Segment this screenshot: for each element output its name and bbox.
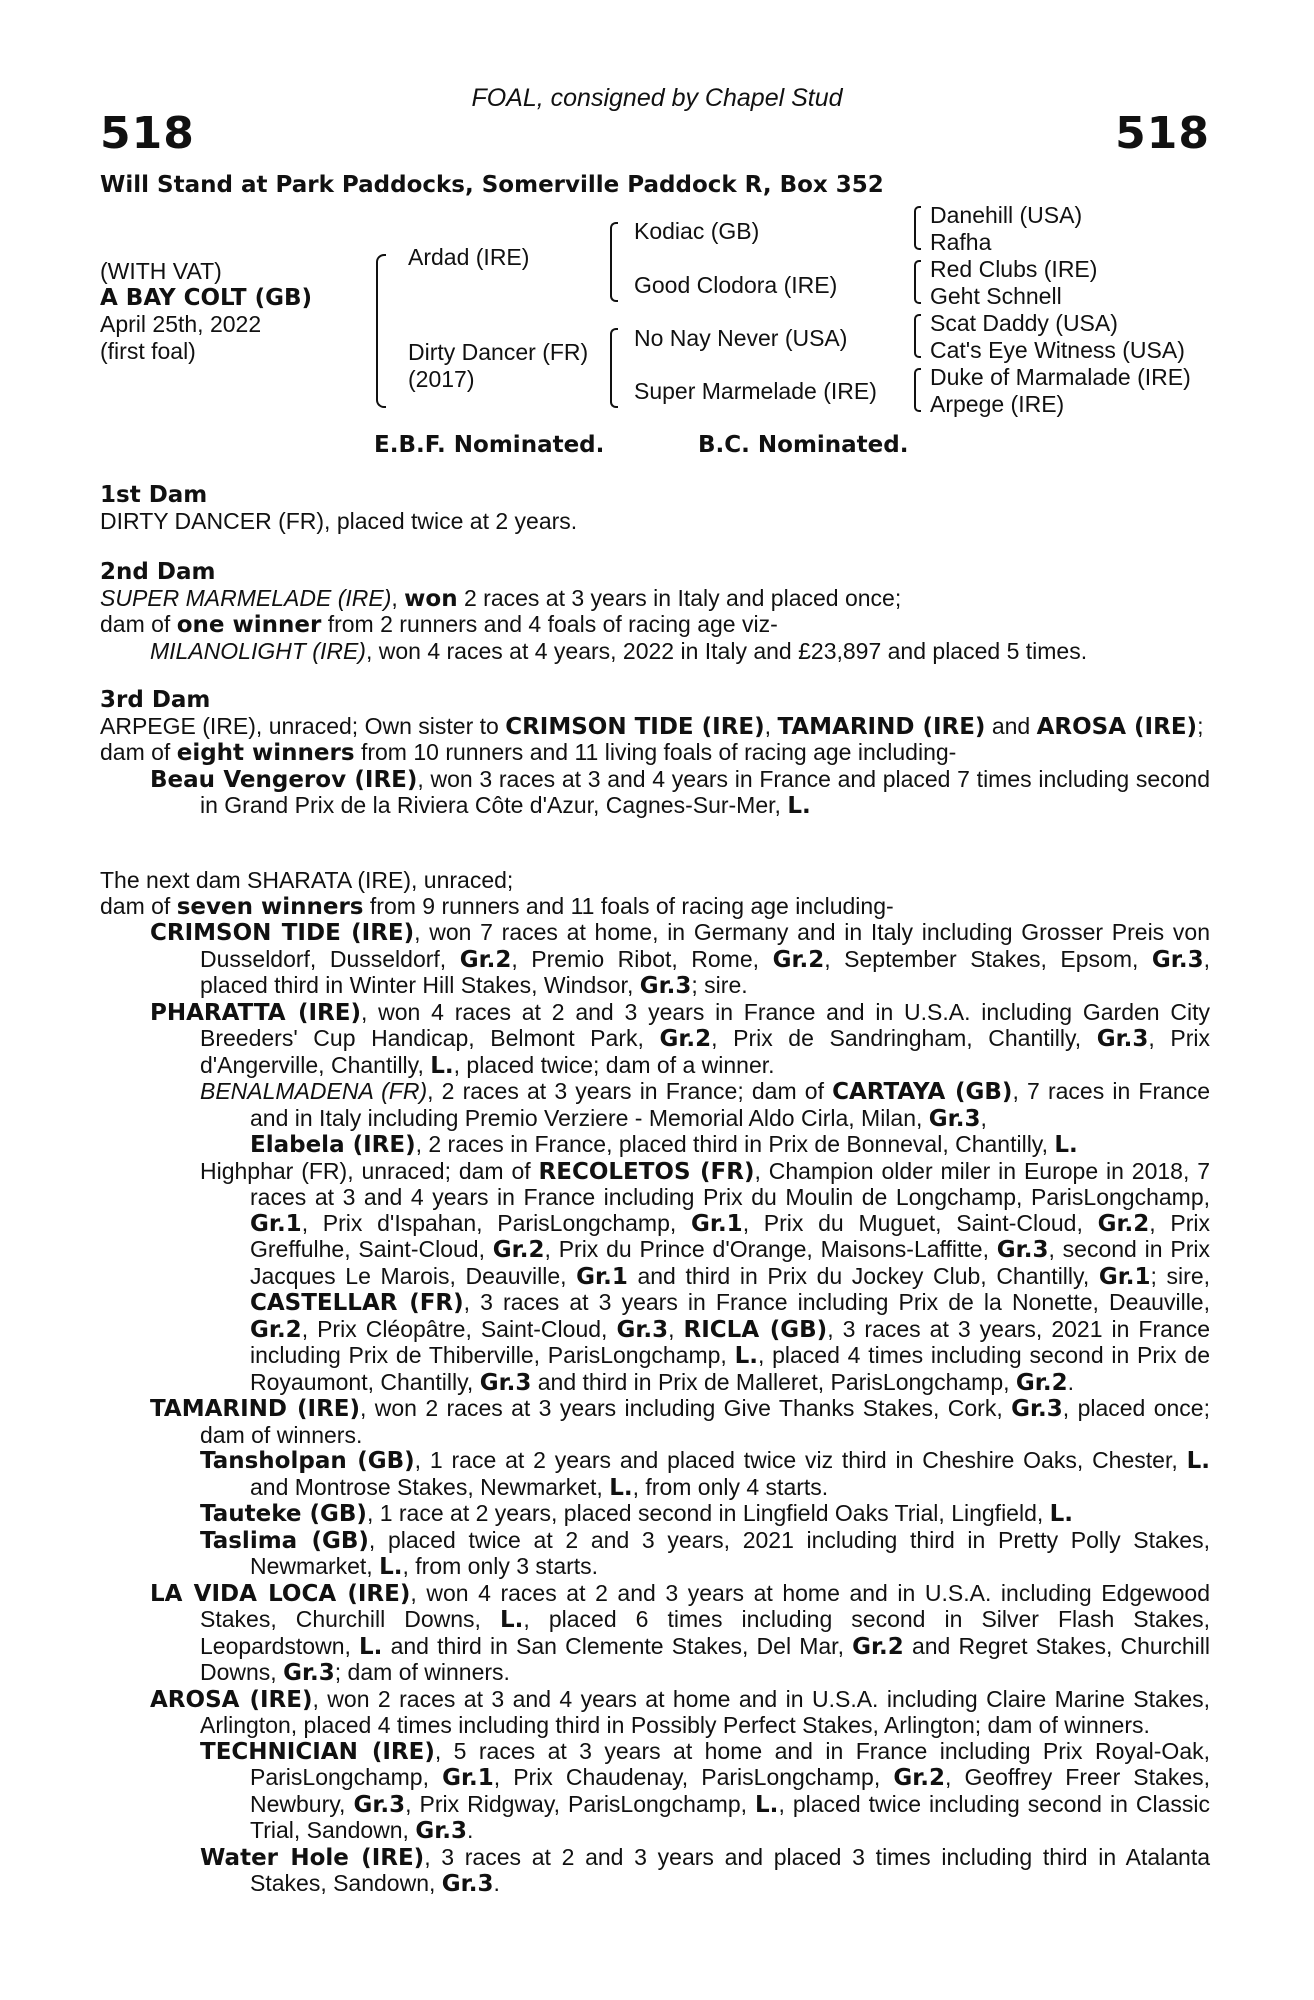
text: , 1 race at 2 years and placed twice viz third in Cheshire Oaks, Chester, (414, 1447, 1187, 1473)
race-grade: Gr.2 (1097, 1210, 1150, 1237)
race-grade: Gr.1 (250, 1210, 302, 1237)
third-dam-section (100, 688, 1210, 820)
lot-number-right: 518 (1115, 108, 1210, 159)
race-grade: L. (1186, 1448, 1210, 1474)
horse-name: PHARATTA (IRE) (150, 999, 361, 1026)
pedigree-dds: Duke of Marmalade (IRE) (930, 364, 1191, 390)
race-grade: L. (359, 1633, 383, 1660)
race-grade: Gr.2 (852, 1633, 904, 1660)
horse-name: Tauteke (GB) (200, 1501, 367, 1527)
second-dam-line2 (100, 612, 1210, 639)
horse-name: BENALMADENA (FR) (200, 1078, 428, 1104)
tansholpan-entry (100, 1448, 1210, 1501)
text: , won 4 races at 2 and 3 years at home and in U.S.A. including Edgewood Stakes, Churchill Downs, (200, 1579, 1210, 1632)
first-dam-section (100, 483, 1210, 534)
winner-count: seven winners (176, 893, 364, 920)
horse-name: AROSA (IRE) (150, 1686, 313, 1713)
horse-name: Beau Vengerov (IRE) (150, 766, 418, 793)
text: and (985, 712, 1037, 739)
next-dam-section (100, 868, 1210, 1898)
text: dam of (100, 739, 177, 765)
first-dam-title: 1st Dam (100, 482, 208, 508)
text: , Prix de Sandringham, Chantilly, (711, 1025, 1097, 1051)
tauteke-entry (100, 1501, 1210, 1528)
text: , placed 6 times including second in Silver Flash Stakes, Leopardstown, (200, 1606, 1210, 1659)
benalmadena-entry (100, 1079, 1210, 1159)
race-grade: Gr.3 (1151, 946, 1204, 973)
horse-name: TAMARIND (IRE) (150, 1396, 360, 1422)
horse-name: Elabela (IRE) (250, 1132, 416, 1158)
text: , Prix d'Ispahan, ParisLongchamp, (301, 1209, 691, 1236)
horse-name: CARTAYA (GB) (832, 1079, 1013, 1105)
water-hole-entry (100, 1845, 1210, 1898)
race-grade: Gr.3 (639, 973, 692, 999)
text: and third in Prix de Malleret, ParisLongchamp, (531, 1368, 1016, 1395)
beau-vengerov-entry (100, 767, 1210, 820)
race-grade: Gr.2 (772, 946, 825, 973)
horse-name: Water Hole (IRE) (200, 1844, 425, 1871)
bc-nomination: B.C. Nominated. (698, 432, 909, 458)
text: , Prix Chaudenay, ParisLongchamp, (493, 1764, 894, 1790)
race-grade: Gr.3 (479, 1369, 532, 1396)
race-grade: Gr.2 (1015, 1369, 1068, 1396)
text: dam of (100, 892, 177, 919)
race-grade: Gr.3 (283, 1660, 335, 1686)
stand-location: Will Stand at Park Paddocks, Somerville Paddock R, Box 352 (100, 172, 884, 198)
text: , 2 races in France, placed third in Prix de Bonneval, Chantilly, (415, 1131, 1055, 1157)
horse-name: CRIMSON TIDE (IRE) (150, 920, 415, 946)
next-dam-line2 (100, 894, 1210, 921)
text: , Prix du Prince d'Orange, Maisons-Laffitte, (544, 1236, 997, 1262)
race-grade: L. (430, 1052, 454, 1079)
race-grade: Gr.2 (492, 1237, 545, 1263)
text: , second in Prix Jacques Le Marois, Deauville, (250, 1236, 1210, 1289)
pedigree-sds: Red Clubs (IRE) (930, 256, 1098, 282)
consignor-line: FOAL, consigned by Chapel Stud (471, 84, 843, 112)
text: from 2 runners and 4 foals of racing age viz- (321, 611, 778, 637)
horse-name: TECHNICIAN (IRE) (200, 1738, 435, 1765)
race-grade: Gr.2 (893, 1765, 945, 1791)
pedigree-sss: Danehill (USA) (930, 202, 1083, 228)
text: , won 3 races at 3 and 4 years in France and placed 7 times including second in Grand Prix de la Riviera Côte d'Azur, Cagnes-Sur-Mer, (200, 765, 1210, 818)
pedigree-sdd: Geht Schnell (930, 283, 1062, 309)
pedigree-brace-sd (914, 260, 921, 304)
race-grade: Gr.1 (1098, 1263, 1151, 1290)
second-dam-section (100, 560, 1210, 664)
foal-name: A BAY COLT (GB) (100, 285, 313, 311)
tamarind-entry (100, 1396, 1210, 1448)
winner-count: eight winners (176, 740, 355, 766)
pedigree-sire: Ardad (IRE) (408, 244, 530, 270)
text: , 3 races at 3 years in France including Prix de la Nonette, Deauville, (463, 1289, 1210, 1315)
milanolight-entry (100, 639, 1210, 665)
text: , won 2 races at 3 and 4 years at home and in U.S.A. including Claire Marine Stakes, Arlington, placed 4 times including third in Possibly Perfect Stakes, Arlington; dam of winners. (200, 1685, 1210, 1738)
pedigree-dam: Dirty Dancer (FR) (408, 339, 589, 365)
pedigree-brace-sire (610, 222, 618, 302)
race-grade: L. (1054, 1132, 1078, 1158)
text: , Prix Greffulhe, Saint-Cloud, (250, 1209, 1210, 1262)
pedigree-dam-sire: No Nay Never (USA) (634, 325, 848, 351)
third-dam-line2 (100, 740, 1210, 767)
text: , from only 3 starts. (402, 1553, 599, 1579)
first-dam-text: DIRTY DANCER (FR), placed twice at 2 years. (100, 507, 578, 534)
race-grade: Gr.1 (691, 1210, 743, 1237)
pedigree-brace-ds (914, 314, 921, 358)
text: , Champion older miler in Europe in 2018, 7 races at 3 and 4 years in France including Prix du Moulin de Longchamp, ParisLongchamp, (250, 1157, 1210, 1210)
pedigree-dam-dam: Super Marmelade (IRE) (634, 378, 877, 404)
text: and third in Prix du Jockey Club, Chantilly, (627, 1262, 1099, 1289)
horse-name: Tansholpan (GB) (200, 1448, 415, 1474)
text: , from only 4 starts. (632, 1473, 829, 1500)
text: from 9 runners and 11 foals of racing age including- (363, 892, 894, 919)
race-grade: L. (787, 793, 811, 819)
text: , won 4 races at 2 and 3 years in France and in U.S.A. including Garden City Breeders' Cup Handicap, Belmont Park, (200, 998, 1210, 1051)
text: ; sire. (691, 972, 748, 998)
highphar-entry (100, 1159, 1210, 1397)
text: , 3 races at 2 and 3 years and placed 3 times including third in Atalanta Stakes, Sandown, (250, 1843, 1210, 1896)
text: , 5 races at 3 years at home and in France including Prix Royal-Oak, ParisLongchamp, (250, 1737, 1210, 1790)
text: . (493, 1870, 500, 1896)
pedigree-ddd: Arpege (IRE) (930, 391, 1065, 417)
text: dam of (100, 611, 177, 637)
text: , placed 4 times including second in Prix de Royaumont, Chantilly, (250, 1342, 1210, 1395)
pedigree-sire-dam: Good Clodora (IRE) (634, 272, 838, 298)
race-grade: Gr.1 (576, 1263, 628, 1290)
text: and third in San Clemente Stakes, Del Mar, (382, 1632, 853, 1659)
text: ; sire, (1150, 1262, 1210, 1289)
winner-count: one winner (176, 612, 322, 638)
text: , Prix du Muguet, Saint-Cloud, (742, 1209, 1098, 1236)
race-grade: Gr.3 (415, 1818, 468, 1844)
text: , Prix Ridgway, ParisLongchamp, (405, 1790, 756, 1817)
horse-name: RECOLETOS (FR) (538, 1158, 755, 1185)
text: , won 2 races at 3 years including Give Thanks Stakes, Cork, (360, 1395, 1012, 1421)
text: ; (1197, 712, 1204, 739)
arosa-entry (100, 1687, 1210, 1739)
text: , 7 races in France and in Italy including Premio Verziere - Memorial Aldo Cirla, Milan, (250, 1078, 1210, 1131)
race-grade: Gr.3 (928, 1105, 981, 1132)
text: , Premio Ribot, Rome, (511, 945, 773, 972)
second-dam-name: SUPER MARMELADE (IRE) (100, 584, 392, 611)
pedigree-brace-dam (610, 328, 618, 408)
second-dam-title: 2nd Dam (100, 559, 216, 585)
race-grade: Gr.3 (353, 1791, 406, 1818)
third-dam-line1 (100, 714, 1210, 741)
pedigree-ssd: Rafha (930, 229, 992, 255)
text: , Prix d'Angerville, Chantilly, (200, 1025, 1211, 1078)
race-grade: Gr.1 (442, 1765, 494, 1791)
race-grade: Gr.3 (996, 1237, 1049, 1263)
text: , Geoffrey Freer Stakes, Newbury, (250, 1764, 1211, 1817)
third-dam-title: 3rd Dam (100, 687, 211, 713)
race-grade: Gr.2 (659, 1026, 712, 1052)
foal-dob: April 25th, 2022 (100, 311, 262, 337)
lot-number-left: 518 (100, 108, 195, 159)
text: , Prix Cléopâtre, Saint-Cloud, (301, 1315, 617, 1342)
text: . (467, 1817, 474, 1843)
taslima-entry (100, 1528, 1210, 1581)
text: Highphar (FR), unraced; dam of (200, 1157, 539, 1184)
text: , (668, 1315, 684, 1342)
technician-entry (100, 1739, 1210, 1845)
horse-name: RICLA (GB) (683, 1316, 828, 1343)
pharatta-entry (100, 1000, 1210, 1080)
race-grade: L. (755, 1791, 779, 1818)
crimson-tide-entry (100, 920, 1210, 1000)
text: , won 4 races at 4 years, 2022 in Italy and £23,897 and placed 5 times. (365, 637, 1088, 664)
won-label: won (404, 585, 458, 612)
text: from 10 runners and 11 living foals of racing age including- (354, 739, 957, 765)
text: , 2 races at 3 years in France; dam of (427, 1078, 833, 1104)
text: and Regret Stakes, Churchill Downs, (200, 1632, 1210, 1685)
race-grade: Gr.2 (250, 1316, 302, 1343)
pedigree-brace-main (376, 254, 386, 408)
horse-name: TAMARIND (IRE) (777, 713, 986, 740)
race-grade: Gr.3 (1011, 1396, 1063, 1422)
pedigree-dam-year: (2017) (408, 366, 475, 392)
race-grade: L. (500, 1607, 524, 1633)
pedigree-dss: Scat Daddy (USA) (930, 310, 1118, 336)
text: ARPEGE (IRE), unraced; Own sister to (100, 712, 506, 739)
text: , 3 races at 3 years, 2021 in France including Prix de Thiberville, ParisLongchamp, (250, 1315, 1210, 1368)
text: , September Stakes, Epsom, (824, 945, 1152, 972)
race-grade: Gr.2 (459, 946, 512, 973)
race-grade: L. (1049, 1501, 1074, 1527)
text: and Montrose Stakes, Newmarket, (250, 1473, 610, 1500)
next-dam-line1: The next dam SHARATA (IRE), unraced; (100, 867, 514, 893)
text: , (764, 712, 778, 739)
text: . (1067, 1368, 1074, 1395)
horse-name: MILANOLIGHT (IRE) (150, 637, 366, 664)
text: , placed once; dam of winners. (200, 1395, 1210, 1448)
race-grade: L. (609, 1474, 633, 1501)
race-grade: Gr.3 (441, 1871, 494, 1897)
text: , won 7 races at home, in Germany and in Italy including Grosser Preis von Dusseldorf, Dusseldorf, (200, 919, 1210, 972)
horse-name: Taslima (GB) (200, 1527, 369, 1554)
text: ; dam of winners. (334, 1659, 510, 1685)
horse-name: CASTELLAR (FR) (250, 1290, 464, 1316)
foal-note: (first foal) (100, 338, 196, 364)
horse-name: AROSA (IRE) (1036, 713, 1198, 740)
race-grade: Gr.3 (1096, 1026, 1149, 1052)
text: , placed twice; dam of a winner. (453, 1051, 775, 1078)
horse-name: CRIMSON TIDE (IRE) (505, 713, 765, 740)
text: , placed twice at 2 and 3 years, 2021 including third in Pretty Polly Stakes, Newmarket, (250, 1526, 1210, 1579)
second-dam-line1-rest: 2 races at 3 years in Italy and placed once; (457, 584, 902, 611)
pedigree-brace-ss (914, 206, 921, 250)
text: , (980, 1104, 987, 1131)
separator: , (391, 584, 405, 611)
race-grade: L. (379, 1554, 403, 1580)
text: , placed third in Winter Hill Stakes, Windsor, (200, 945, 1210, 998)
race-grade: L. (734, 1343, 758, 1369)
pedigree-sire-sire: Kodiac (GB) (634, 218, 760, 244)
race-grade: Gr.3 (616, 1316, 669, 1343)
vat-label: (WITH VAT) (100, 258, 222, 284)
text: , placed twice including second in Classic Trial, Sandown, (250, 1790, 1210, 1843)
text: , 1 race at 2 years, placed second in Lingfield Oaks Trial, Lingfield, (366, 1500, 1050, 1526)
pedigree-brace-dd (914, 368, 921, 412)
ebf-nomination: E.B.F. Nominated. (374, 432, 605, 458)
pedigree-dsd: Cat's Eye Witness (USA) (930, 337, 1185, 363)
second-dam-line1 (100, 586, 1210, 613)
horse-name: LA VIDA LOCA (IRE) (150, 1580, 411, 1607)
la-vida-loca-entry (100, 1581, 1210, 1687)
